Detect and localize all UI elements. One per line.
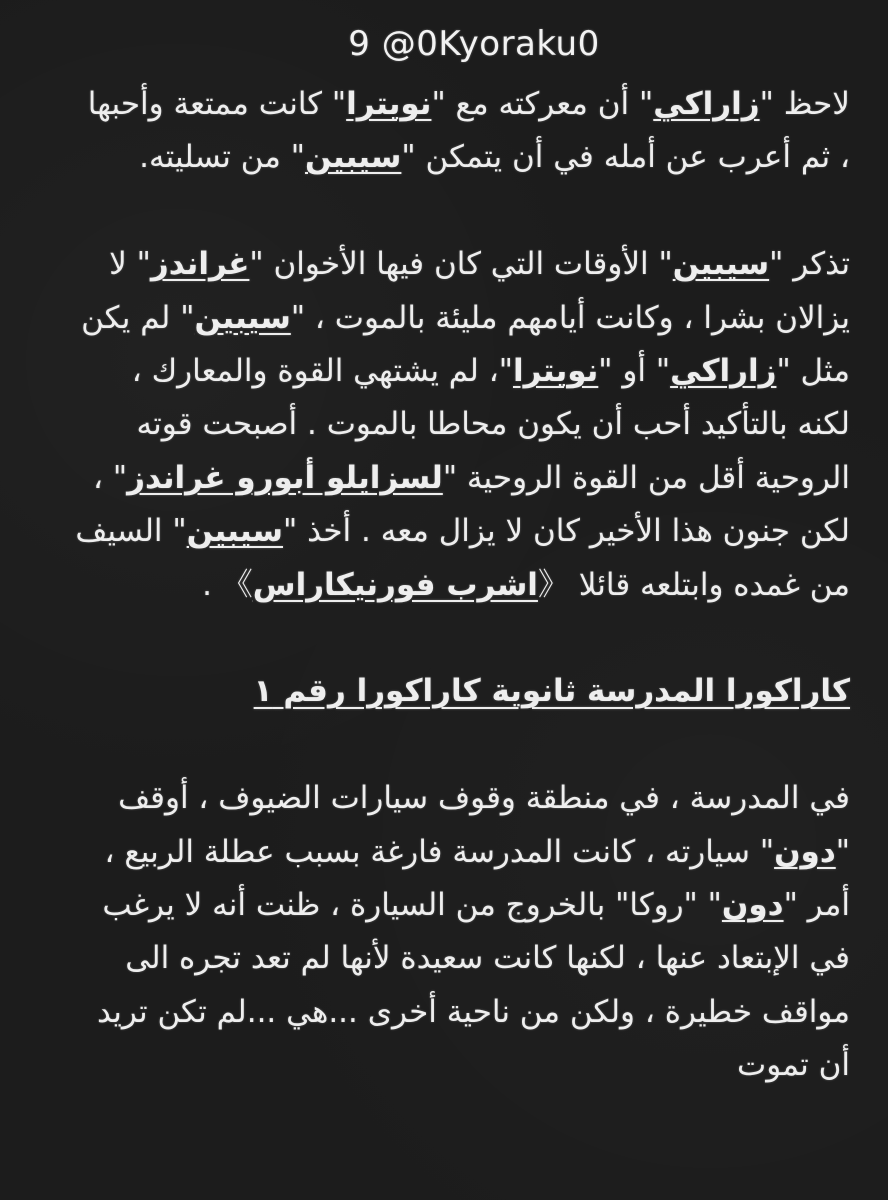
text-run: " أو "	[598, 353, 671, 390]
character-name: نويترا	[346, 86, 432, 122]
text-run: " لا يزالان بشرا ، وكانت أيامهم مليئة بالموت ، "	[109, 246, 850, 336]
text-run: " لم يكن مثل "	[81, 299, 850, 390]
character-name: غراندز	[150, 246, 250, 283]
paragraph-gap	[70, 612, 850, 665]
text-run: " ، لكن جنون هذا الأخير كان لا يزال معه . أخذ "	[92, 459, 850, 550]
character-name: نويترا	[513, 353, 599, 390]
character-name: دون	[774, 833, 836, 870]
text-run: " "روكا" بالخروج من السيارة ، ظنت أنه لا يرغب في الإبتعاد عنها ، لكنها كانت سعيدة لأنها لم تعد تجره الى مواقف خطيرة ، ولكن من ناحية أخرى ...هي ...لم تكن تريد أن تموت	[96, 887, 850, 1084]
character-name: سيبين	[305, 139, 402, 176]
text-run: في المدرسة ، في منطقة وقوف سيارات الضيوف ، أوقف "	[118, 780, 850, 870]
text-run: " كانت ممتعة وأحبها ، ثم أعرب عن أمله في أن يتمكن "	[87, 86, 850, 176]
character-name: زاراكي	[653, 86, 760, 122]
text-run: 》 .	[202, 566, 253, 603]
text-run: " سيارته ، كانت المدرسة فارغة بسبب عطلة الربيع ، أمر "	[104, 833, 850, 924]
paragraph-1	[70, 78, 850, 185]
text-run: " السيف من غمده وابتلعه قائلا 《	[75, 513, 850, 603]
section-heading: كاراكورا المدرسة ثانوية كاراكورا رقم ١	[253, 673, 850, 710]
character-name: سيبين	[194, 299, 291, 336]
release-command: اشرب فورنيكاراس	[252, 566, 538, 603]
paragraph-gap	[70, 185, 850, 238]
story-text	[70, 78, 850, 1093]
text-run: تذكر "	[769, 246, 850, 283]
text-run: "، لم يشتهي القوة والمعارك ، لكنه بالتأكيد أحب أن يكون محاطا بالموت . أصبحت قوته الروحية أقل من القوة الروحية "	[131, 353, 850, 496]
paragraph-gap	[70, 719, 850, 772]
character-name: زاراكي	[670, 353, 777, 390]
character-name: لسزايلو أبورو غراندز	[127, 459, 443, 496]
text-run: " من تسليته.	[139, 139, 306, 176]
character-name: دون	[721, 887, 784, 924]
text-run: " أن معركته مع "	[431, 86, 654, 122]
page-header-handle: 9 @0Kyoraku0	[348, 24, 600, 64]
text-run: لاحظ "	[759, 86, 850, 122]
text-run: " الأوقات التي كان فيها الأخوان "	[249, 246, 673, 283]
character-name: سيبين	[186, 513, 283, 550]
character-name: سيبين	[672, 246, 770, 283]
paragraph-3	[70, 772, 850, 1092]
paragraph-2	[70, 238, 850, 612]
